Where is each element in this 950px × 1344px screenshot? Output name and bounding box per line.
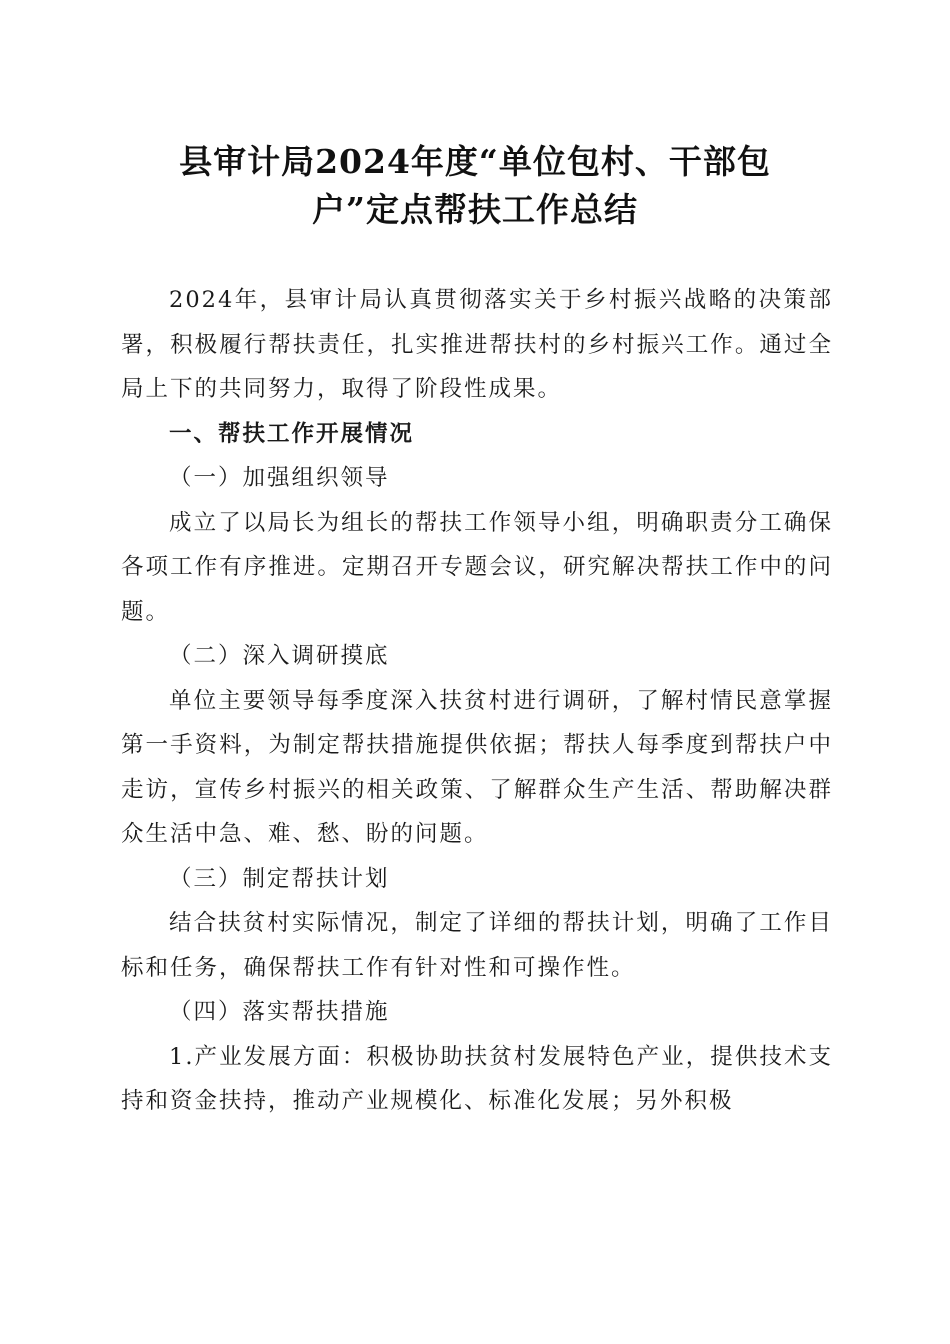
subsection-heading-1: （一）加强组织领导 — [169, 465, 390, 491]
document-title — [120, 138, 830, 234]
document-body — [121, 278, 833, 1124]
section-heading-1: 一、帮扶工作开展情况 — [169, 420, 415, 447]
subsection-heading-3: （三）制定帮扶计划 — [169, 865, 390, 892]
subsection-heading-4: （四）落实帮扶措施 — [169, 999, 390, 1025]
title-line-1: 县审计局2024年度“单位包村、干部包 — [179, 142, 771, 181]
title-line-2: 户”定点帮扶工作总结 — [312, 190, 638, 229]
subsection-paragraph-3: 结合扶贫村实际情况，制定了详细的帮扶计划，明确了工作目标和任务，确保帮扶工作有针对性和可操作性。 — [121, 910, 833, 981]
intro-paragraph: 2024年，县审计局认真贯彻落实关于乡村振兴战略的决策部署，积极履行帮扶责任，扎实推进帮扶村的乡村振兴工作。通过全局上下的共同努力，取得了阶段性成果。 — [121, 287, 833, 402]
subsection-heading-2: （二）深入调研摸底 — [169, 643, 390, 669]
subsection-paragraph-1: 成立了以局长为组长的帮扶工作领导小组，明确职责分工确保各项工作有序推进。定期召开专题会议，研究解决帮扶工作中的问题。 — [121, 509, 833, 625]
list-item-1: 1.产业发展方面：积极协助扶贫村发展特色产业，提供技术支持和资金扶持，推动产业规模化、标准化发展；另外积极 — [121, 1043, 833, 1114]
subsection-paragraph-2: 单位主要领导每季度深入扶贫村进行调研，了解村情民意掌握第一手资料，为制定帮扶措施提供依据；帮扶人每季度到帮扶户中走访，宣传乡村振兴的相关政策、了解群众生产生活、帮助解决群众生活中急、难、愁、盼的问题。 — [121, 687, 833, 847]
